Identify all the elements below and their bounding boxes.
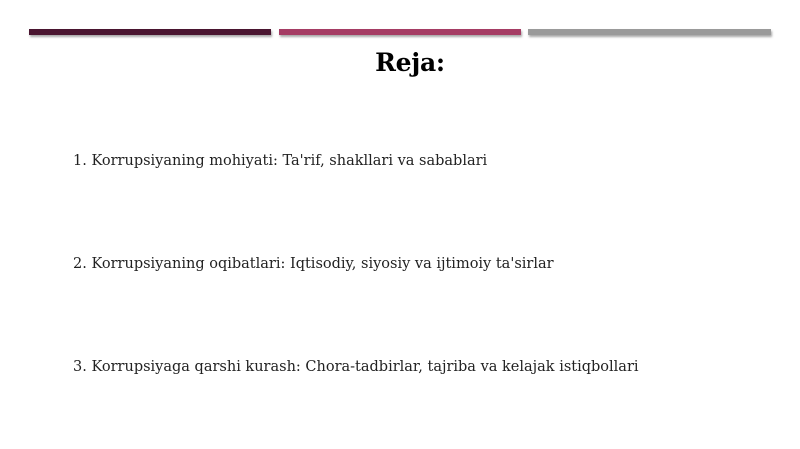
plan-item-1: 1. Korrupsiyaning mohiyati: Ta'rif, shakllari va sabablari (73, 153, 488, 169)
accent-bar-magenta (279, 29, 521, 35)
accent-bar-dark (29, 29, 271, 35)
plan-item-3: 3. Korrupsiyaga qarshi kurash: Chora-tadbirlar, tajriba va kelajak istiqbollari (73, 359, 639, 375)
accent-bar-gray (528, 29, 771, 35)
plan-item-2: 2. Korrupsiyaning oqibatlari: Iqtisodiy, siyosiy va ijtimoiy ta'sirlar (73, 256, 554, 272)
top-accent-bars (29, 29, 771, 38)
slide-title: Reja: (375, 48, 445, 77)
